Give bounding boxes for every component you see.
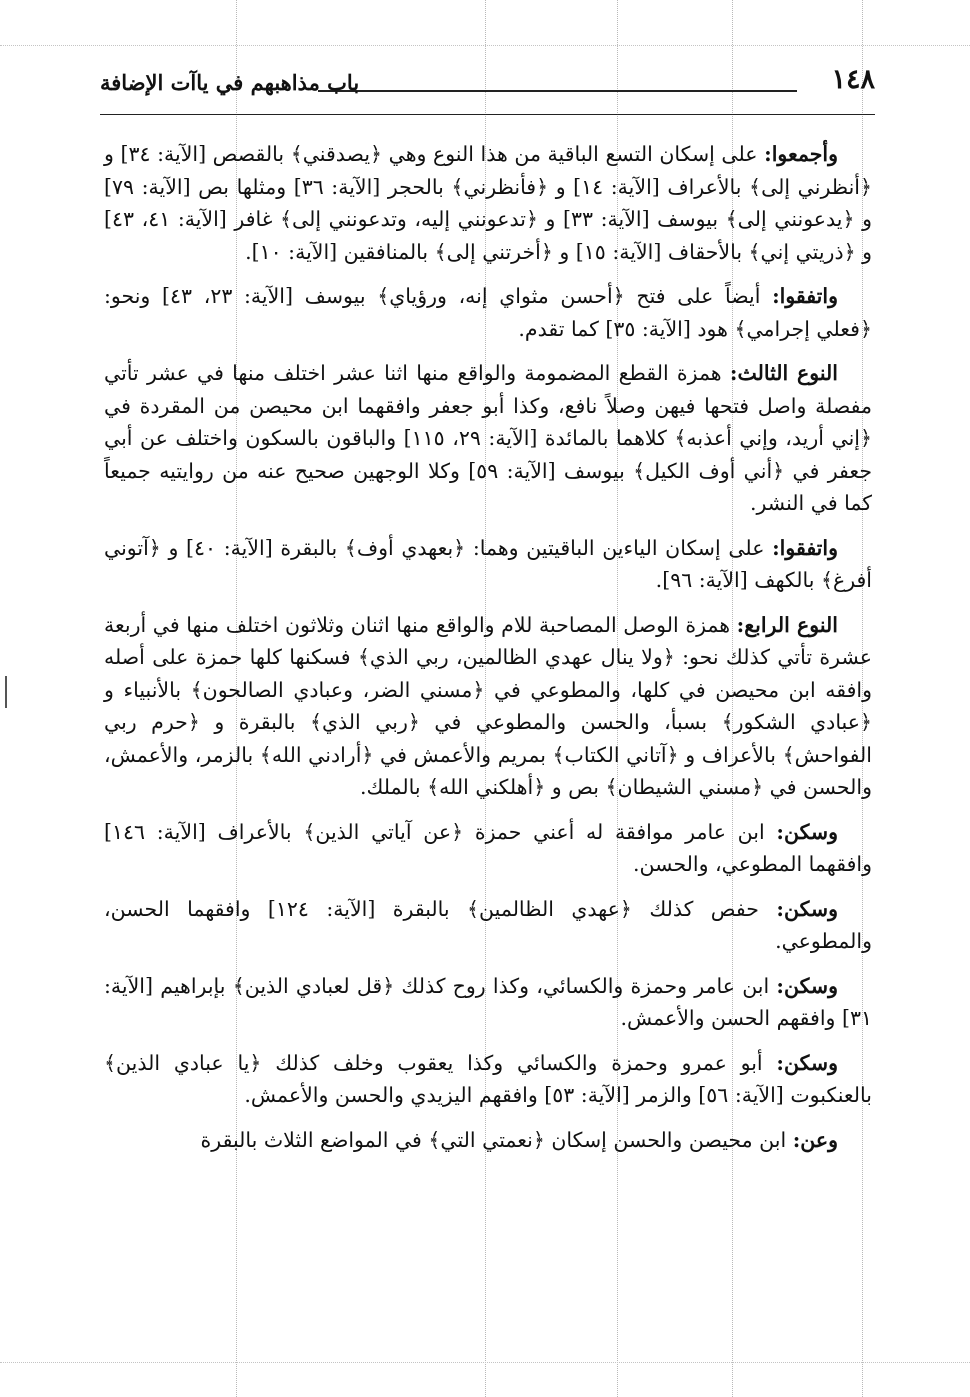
chapter-title: باب مذاهبهم في ياآت الإضافة — [100, 70, 360, 95]
paragraph — [104, 357, 872, 520]
paragraph-lead: النوع الرابع: — [736, 612, 838, 637]
page-body — [104, 138, 872, 1168]
paragraph — [104, 609, 872, 804]
paragraph-lead: النوع الثالث: — [729, 361, 839, 385]
paragraph-lead: وسكن: — [776, 973, 838, 998]
margin-mark — [5, 676, 7, 708]
paragraph — [104, 893, 872, 958]
guide-line-horizontal — [0, 45, 970, 46]
paragraph-lead: واتفقوا: — [772, 284, 838, 308]
paragraph-lead: وأجمعوا: — [764, 142, 838, 166]
paragraph-lead: واتفقوا: — [772, 535, 838, 560]
paragraph — [104, 280, 872, 345]
paragraph — [104, 816, 872, 881]
paragraph-lead: وسكن: — [776, 1050, 838, 1075]
paragraph-lead: وسكن: — [776, 819, 838, 844]
paragraph-text: ابن عامر وحمزة والكسائي، وكذا روح كذلك ﴿قل لعبادي الذين﴾ بإبراهيم [الآية: ٣١] وافقهم الحسن والأعمش. — [104, 973, 872, 1030]
paragraph — [104, 1047, 872, 1112]
page-header — [100, 64, 875, 104]
paragraph — [104, 1124, 872, 1157]
paragraph-text: همزة القطع المضمومة والواقع منها اثنا عشر اختلف منها في عشر تأتي مفصلة واصل فتحها فيهن وصلاً نافع، وكذا أبو جعفر وافقهما ابن محيصن من المقردة في ﴿إني أريد، وإني أعذبه﴾ كلاهما بالمائدة [الآية: ٢٩، ١١٥] والباقون بالسكون واختلف عن أبي جعفر في ﴿أني أوف الكيل﴾ بيوسف [الآية: ٥٩] وكلا الوجهين صحيح عنه من روايتيه جميعاً كما في النشر. — [104, 361, 872, 515]
header-rule — [318, 90, 797, 92]
paragraph-text: على إسكان التسع الباقية من هذا النوع وهي ﴿يصدقني﴾ بالقصص [الآية: ٣٤] و ﴿أنظرني إلى﴾ بالأعراف [الآية: ١٤] و ﴿فأنظرني﴾ بالحجر [الآية: ٣٦] ومثلها بص [الآية: ٧٩] و ﴿يدعونني إلى﴾ بيوسف [الآية: ٣٣] و ﴿تدعونني إليه، وتدعونني إلى﴾ غافر [الآية: ٤١، ٤٣] و ﴿ذريتي إني﴾ بالأحقاف [الآية: ١٥] و ﴿أخرتني إلى﴾ بالمنافقين [الآية: ١٠]. — [104, 142, 873, 264]
paragraph-lead: وعن: — [792, 1127, 838, 1152]
header-divider — [100, 114, 875, 115]
paragraph-text: أيضاً على فتح ﴿أحسن مثواي إنه، ورؤياي﴾ بيوسف [الآية: ٢٣، ٤٣] ونحو: ﴿فعلي إجرامي﴾ هود [الآية: ٣٥] كما تقدم. — [104, 284, 872, 341]
page-number: ١٤٨ — [831, 64, 875, 95]
paragraph-text: همزة الوصل المصاحبة للام والواقع منها اثنان وثلاثون اختلف منها في أربعة عشرة تأتي كذلك نحو: ﴿ولا ينال عهدي الظالمين، ربي الذي﴾ فسكنها كلها حمزة على أصله وافقه ابن محيصن في كلها، والمطوعي في ﴿مسني الضر، وعبادي الصالحون﴾ بالأنبياء و ﴿عبادي الشكور﴾ بسبأ، والحسن والمطوعي في ﴿ربي الذي﴾ بالبقرة و ﴿حرم ربي الفواحش﴾ بالأعراف و ﴿آتاني الكتاب﴾ بمريم والأعمش في ﴿أرادني الله﴾ بالزمر، والأعمش، والحسن في ﴿مسني الشيطان﴾ بص و ﴿أهلكني الله﴾ بالملك. — [104, 612, 872, 799]
paragraph-text: أبو عمرو وحمزة والكسائي وكذا يعقوب وخلف كذلك ﴿يا عبادي الذين﴾ بالعنكبوت [الآية: ٥٦] والزمر [الآية: ٥٣] وافقهم اليزيدي والحسن والأعمش. — [104, 1050, 872, 1107]
paragraph — [104, 532, 872, 597]
guide-line-horizontal — [0, 1362, 970, 1363]
paragraph — [104, 970, 872, 1035]
paragraph-lead: وسكن: — [776, 896, 838, 921]
paragraph-text: ابن محيصن والحسن إسكان ﴿نعمتي التي﴾ في المواضع الثلاث بالبقرة — [200, 1127, 787, 1152]
paragraph-text: حفص كذلك ﴿عهدي الظالمين﴾ بالبقرة [الآية: ١٢٤] وافقهما الحسن، والمطوعي. — [104, 896, 872, 953]
paragraph-text: على إسكان الياءين الباقيتين وهما: ﴿بعهدي أوف﴾ بالبقرة [الآية: ٤٠] و ﴿آتوني أفرغ﴾ بالكهف [الآية: ٩٦]. — [104, 535, 872, 592]
paragraph — [104, 138, 872, 268]
paragraph-text: ابن عامر موافقة له أعني حمزة ﴿عن آياتي الذين﴾ بالأعراف [الآية: ١٤٦] وافقهما المطوعي، والحسن. — [104, 819, 872, 876]
